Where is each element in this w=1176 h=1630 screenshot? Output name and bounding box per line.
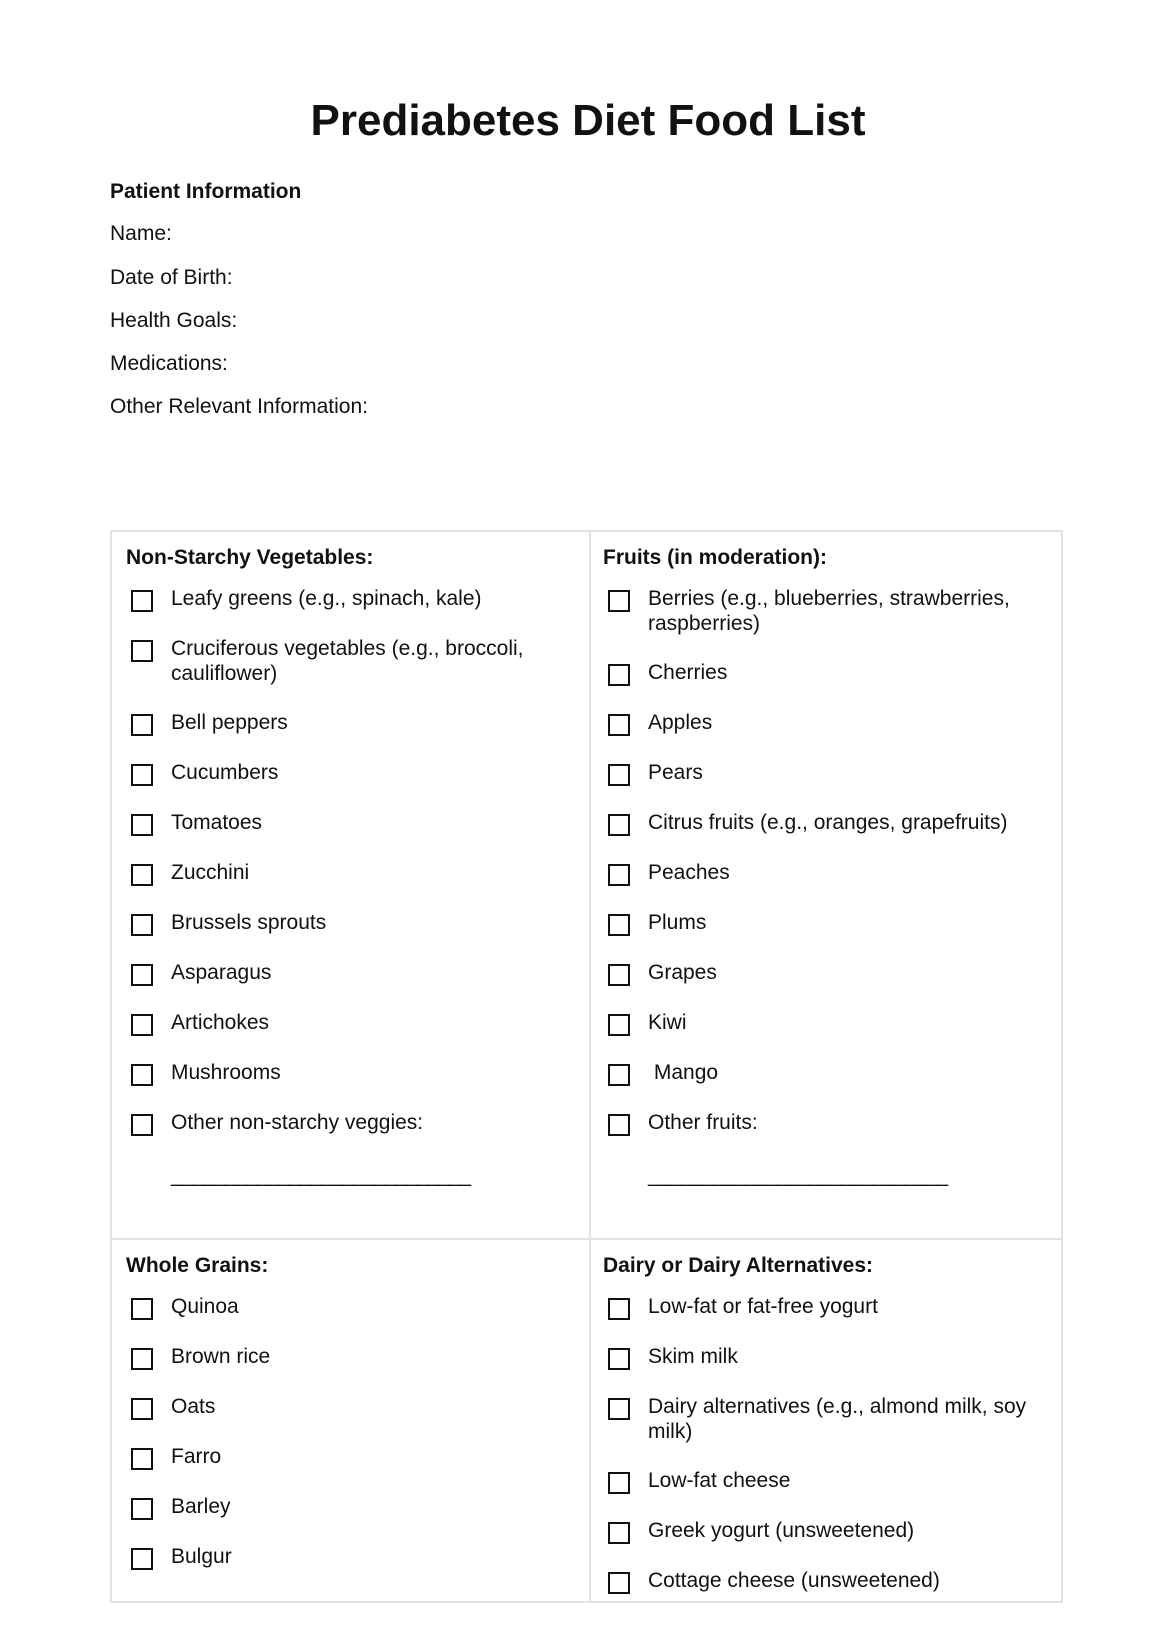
checklist-item-label: Grapes [648, 961, 717, 984]
checkbox[interactable] [608, 914, 630, 936]
checkbox[interactable] [131, 1398, 153, 1420]
checklist-item-label: Peaches [648, 861, 730, 884]
checklist-item[interactable] [603, 1568, 1043, 1594]
checkbox[interactable] [131, 1548, 153, 1570]
checklist-item[interactable] [126, 1444, 566, 1470]
checklist-item[interactable] [126, 1394, 566, 1420]
checklist-item-label: Brussels sprouts [171, 911, 327, 934]
checklist-item[interactable] [603, 1110, 1043, 1136]
checklist-item-label: Kiwi [648, 1011, 687, 1034]
checklist-item[interactable] [603, 810, 1043, 836]
checklist-item[interactable] [603, 1294, 1043, 1320]
dob-field-label: Date of Birth: [110, 266, 233, 289]
checkbox[interactable] [608, 1522, 630, 1544]
checklist-item-label: Apples [648, 711, 713, 734]
checkbox[interactable] [131, 1064, 153, 1086]
checkbox[interactable] [131, 1348, 153, 1370]
checklist-item[interactable] [126, 810, 566, 836]
checklist-item-label: Farro [171, 1445, 222, 1468]
checkbox[interactable] [131, 814, 153, 836]
checkbox[interactable] [608, 864, 630, 886]
checklist-item-label: Low-fat or fat-free yogurt [648, 1295, 878, 1318]
other-info-field-label: Other Relevant Information: [110, 395, 368, 418]
checkbox[interactable] [608, 1348, 630, 1370]
checkbox[interactable] [608, 814, 630, 836]
checkbox[interactable] [608, 590, 630, 612]
checklist-item-label: Bulgur [171, 1545, 232, 1568]
checkbox[interactable] [608, 764, 630, 786]
checklist-item-label: Zucchini [171, 861, 250, 884]
checklist-item-label: Bell peppers [171, 711, 288, 734]
checkbox[interactable] [131, 864, 153, 886]
write-in-line[interactable]: ____________________________ [171, 1164, 471, 1187]
checkbox[interactable] [131, 1014, 153, 1036]
checklist-item[interactable] [603, 760, 1043, 786]
checklist-item-label: Cruciferous vegetables (e.g., broccoli, cauliflower) [171, 637, 530, 685]
checklist-item-label: Berries (e.g., blueberries, strawberries, raspberries) [648, 587, 1016, 635]
write-in-line[interactable]: ____________________________ [648, 1164, 948, 1187]
checkbox[interactable] [608, 1014, 630, 1036]
checklist-item-label: Tomatoes [171, 811, 263, 834]
checkbox[interactable] [608, 714, 630, 736]
checklist-item-label: Brown rice [171, 1345, 271, 1368]
checkbox[interactable] [131, 1114, 153, 1136]
checklist-item-label: Cherries [648, 661, 728, 684]
checklist [126, 586, 566, 1136]
checklist-item[interactable] [126, 710, 566, 736]
checklist-item-label: Skim milk [648, 1345, 738, 1368]
checklist-item[interactable] [126, 1110, 566, 1136]
checkbox[interactable] [131, 914, 153, 936]
section-heading: Dairy or Dairy Alternatives: [603, 1254, 873, 1277]
checklist-item-label: Mushrooms [171, 1061, 281, 1084]
page-title: Prediabetes Diet Food List [310, 96, 866, 145]
checkbox[interactable] [131, 714, 153, 736]
checklist-item-label: Low-fat cheese [648, 1469, 791, 1492]
checkbox[interactable] [608, 1298, 630, 1320]
checklist-item-label: Artichokes [171, 1011, 270, 1034]
checklist-item-label: Pears [648, 761, 703, 784]
checklist-item[interactable] [603, 1344, 1043, 1370]
section-heading: Non-Starchy Vegetables: [126, 546, 374, 569]
checklist-item-label: Oats [171, 1395, 216, 1418]
checklist-item[interactable] [126, 1060, 566, 1086]
checklist-item-label: Other fruits: [648, 1111, 758, 1134]
checklist-item[interactable] [126, 1294, 566, 1320]
checklist-item[interactable] [603, 960, 1043, 986]
checklist-item[interactable] [603, 1010, 1043, 1036]
medications-field-label: Medications: [110, 352, 228, 375]
column-divider [589, 532, 591, 1601]
row-divider [112, 1238, 1061, 1240]
checklist-item[interactable] [603, 860, 1043, 886]
checklist [603, 586, 1043, 1136]
checklist-item[interactable] [603, 710, 1043, 736]
checkbox[interactable] [131, 1448, 153, 1470]
checklist-item-label: Asparagus [171, 961, 272, 984]
checklist [603, 1294, 1043, 1594]
checkbox[interactable] [131, 640, 153, 662]
checklist-item-label: Leafy greens (e.g., spinach, kale) [171, 587, 482, 610]
checklist-item[interactable] [126, 960, 566, 986]
checkbox[interactable] [608, 964, 630, 986]
checklist-item[interactable] [603, 660, 1043, 686]
checklist-item-label: Greek yogurt (unsweetened) [648, 1519, 915, 1542]
food-checklist-table [110, 530, 1063, 1603]
health-goals-field-label: Health Goals: [110, 309, 238, 332]
checklist-item[interactable] [603, 1060, 1043, 1086]
checklist-item[interactable] [603, 586, 1043, 636]
checklist-item-label: Cucumbers [171, 761, 279, 784]
checklist-item[interactable] [126, 1344, 566, 1370]
checkbox[interactable] [131, 764, 153, 786]
checkbox[interactable] [608, 1472, 630, 1494]
checklist-item[interactable] [126, 586, 566, 612]
checkbox[interactable] [608, 1064, 630, 1086]
checkbox[interactable] [131, 1498, 153, 1520]
checklist-item-label: Barley [171, 1495, 231, 1518]
checkbox[interactable] [608, 1572, 630, 1594]
section-fruits [603, 546, 1043, 1188]
checkbox[interactable] [131, 590, 153, 612]
section-heading: Fruits (in moderation): [603, 546, 827, 569]
checklist-item-label: Other non-starchy veggies: [171, 1111, 424, 1134]
checklist-item[interactable] [603, 1394, 1043, 1444]
checkbox[interactable] [608, 1114, 630, 1136]
section-dairy [603, 1254, 1043, 1594]
name-field-label: Name: [110, 222, 172, 245]
checklist-item[interactable] [603, 1518, 1043, 1544]
checklist-item-label: Quinoa [171, 1295, 239, 1318]
checklist-item-label: Cottage cheese (unsweetened) [648, 1569, 940, 1592]
checkbox[interactable] [608, 664, 630, 686]
section-heading: Whole Grains: [126, 1254, 269, 1277]
checkbox[interactable] [131, 964, 153, 986]
checklist-item[interactable] [126, 1544, 566, 1570]
checklist [126, 1294, 566, 1570]
checkbox[interactable] [608, 1398, 630, 1420]
section-whole-grains [126, 1254, 566, 1570]
checklist-item[interactable] [126, 636, 566, 686]
checklist-item[interactable] [126, 910, 566, 936]
section-non-starchy-vegetables [126, 546, 566, 1188]
checklist-item-label: Mango [648, 1061, 719, 1084]
checkbox[interactable] [131, 1298, 153, 1320]
checklist-item-label: Dairy alternatives (e.g., almond milk, soy milk) [648, 1395, 1032, 1443]
checklist-item[interactable] [126, 1494, 566, 1520]
checklist-item[interactable] [126, 860, 566, 886]
patient-information-heading: Patient Information [110, 180, 302, 203]
checklist-item-label: Citrus fruits (e.g., oranges, grapefruits) [648, 811, 1008, 834]
checklist-item[interactable] [126, 1010, 566, 1036]
checklist-item-label: Plums [648, 911, 707, 934]
checklist-item[interactable] [126, 760, 566, 786]
checklist-item[interactable] [603, 910, 1043, 936]
checklist-item[interactable] [603, 1468, 1043, 1494]
